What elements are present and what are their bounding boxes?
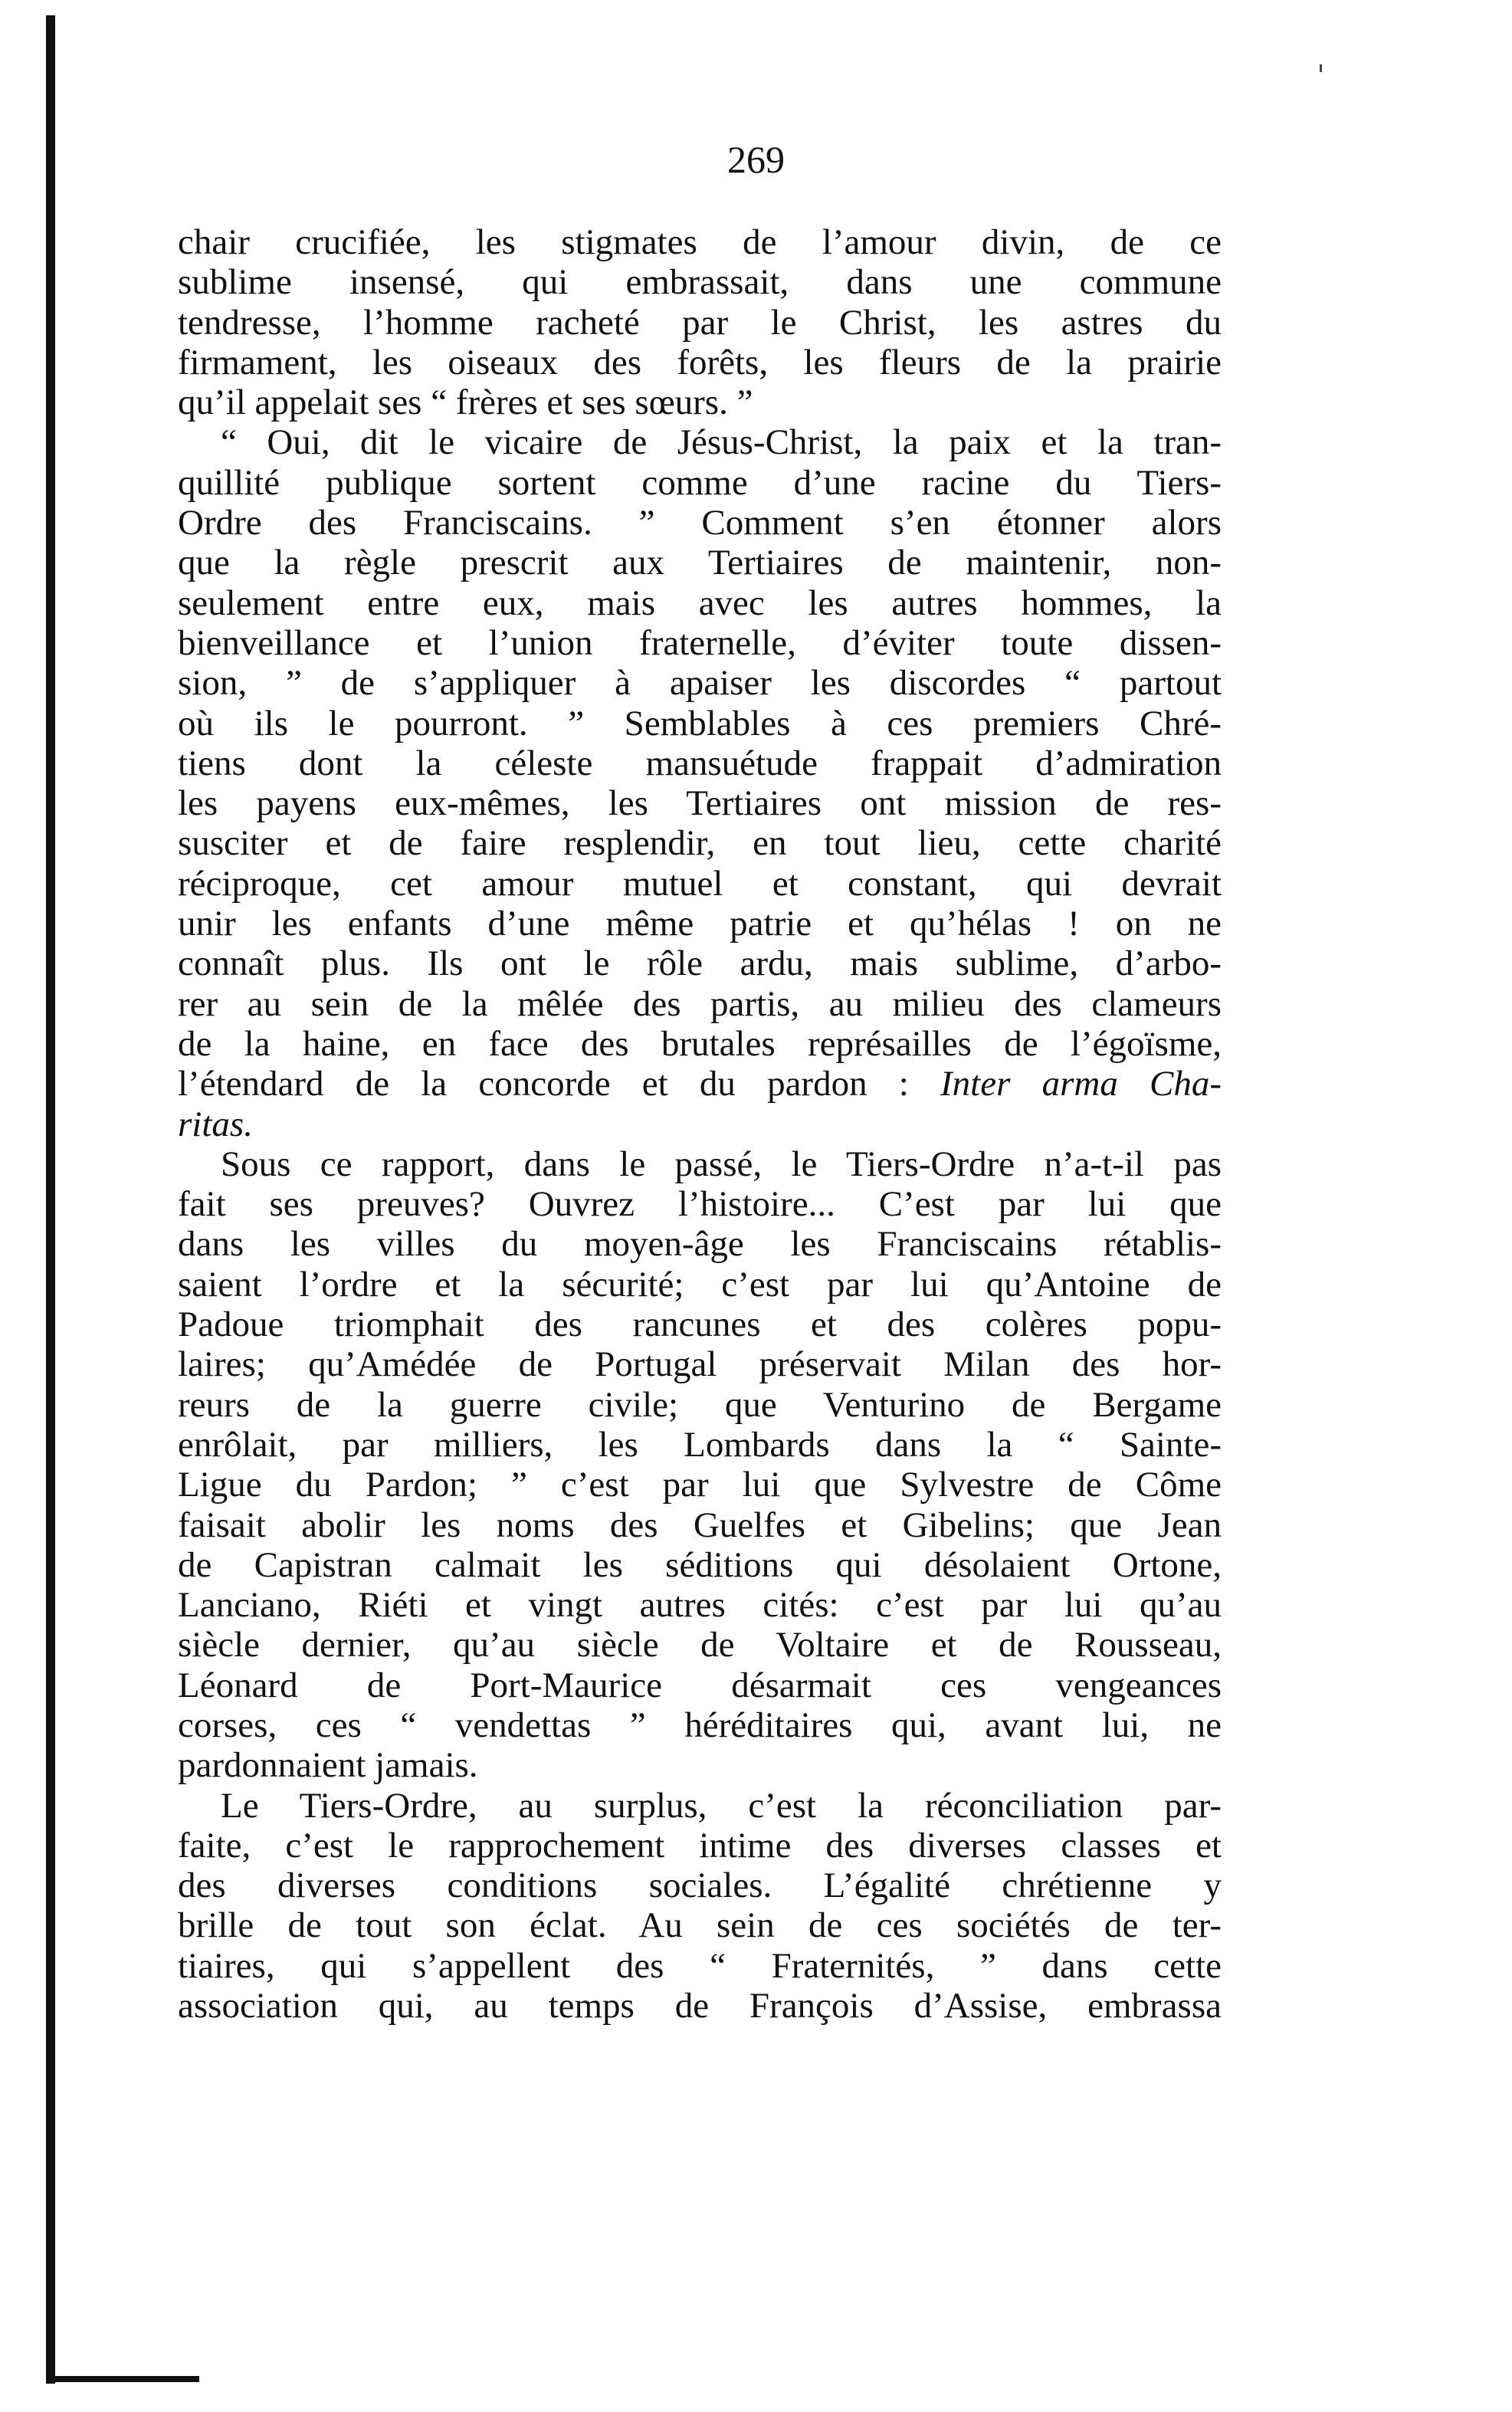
text-line-content: sublime insensé, qui embrassait, dans une commune [178,262,1222,303]
text-line-content: tiens dont la céleste mansuétude frappait d’admiration [178,743,1222,783]
page-bottom-edge [46,2376,199,2382]
text-line [178,382,1222,422]
text-line [178,943,1222,983]
text-line [178,1786,1222,1826]
text-line [178,823,1222,863]
text-line-content: fait ses preuves? Ouvrez l’histoire... C’est par lui que [178,1184,1222,1225]
text-line-content: de Capistran calmait les séditions qui désolaient Ortone, [178,1544,1222,1585]
text-line-content: corses, ces “ vendettas ” héréditaires qui, avant lui, ne [178,1705,1222,1745]
scan-speck [1320,64,1322,72]
text-line [178,1064,1222,1104]
text-line [178,1826,1222,1866]
text-line-content: laires; qu’Amédée de Portugal préservait Milan des hor- [178,1344,1222,1385]
text-line [178,1425,1222,1465]
text-line [178,422,1222,462]
text-line [178,1385,1222,1425]
text-line [178,1905,1222,1945]
text-line-content: enrôlait, par milliers, les Lombards dans la “ Sainte- [178,1424,1222,1465]
text-line-content: l’étendard de la concorde et du pardon : [178,1064,909,1104]
text-line [178,1104,1222,1144]
text-line [178,984,1222,1024]
text-line-content: faisait abolir les noms des Guelfes et Gibelins; que Jean [178,1505,1222,1545]
italic-latin-phrase: ritas. [178,1104,253,1144]
text-line-content: connaît plus. Ils ont le rôle ardu, mais sublime, d’arbo- [178,943,1222,984]
page-binding-edge [46,15,55,2384]
text-line [178,864,1222,904]
text-line-content: Sous ce rapport, dans le passé, le Tiers-Ordre n’a-t-il pas [221,1144,1222,1184]
text-line [178,1705,1222,1745]
text-line-content: association qui, au temps de François d’Assise, embrassa [178,1986,1222,2026]
text-line [178,1144,1222,1184]
text-line [178,343,1222,382]
text-line-content: Ordre des Franciscains. ” Comment s’en étonner alors [178,503,1222,543]
text-line-content: seulement entre eux, mais avec les autres hommes, la [178,582,1222,623]
text-line [178,1745,1222,1785]
text-line [178,623,1222,663]
text-line-content: dans les villes du moyen-âge les Franciscains rétablis- [178,1224,1222,1265]
body-text [178,222,1222,2026]
text-line [178,1946,1222,1986]
text-line [178,904,1222,943]
text-line-content: chair crucifiée, les stigmates de l’amour divin, de ce [178,222,1222,262]
text-line-content: quillité publique sortent comme d’une racine du Tiers- [178,462,1222,503]
text-line-content: Lanciano, Riéti et vingt autres cités: c’est par lui qu’au [178,1585,1222,1626]
text-line-content: unir les enfants d’une même patrie et qu’hélas ! on ne [178,904,1222,944]
text-line [178,783,1222,823]
text-line-content: siècle dernier, qu’au siècle de Voltaire et de Rousseau, [178,1625,1222,1665]
text-line-content: Le Tiers-Ordre, au surplus, c’est la réconciliation par- [221,1785,1222,1826]
text-line [178,1344,1222,1384]
italic-latin-phrase: Inter arma Cha- [940,1064,1222,1104]
text-line-content: rer au sein de la mêlée des partis, au milieu des clameurs [178,983,1222,1024]
text-line-content: où ils le pourront. ” Semblables à ces premiers Chré- [178,703,1222,743]
text-line [178,1184,1222,1224]
text-line-content: les payens eux-mêmes, les Tertiaires ont mission de res- [178,783,1222,824]
text-line-content: firmament, les oiseaux des forêts, les fleurs de la prairie [178,342,1222,382]
text-line-content: réciproque, cet amour mutuel et constant, qui devrait [178,863,1222,904]
text-line-content: que la règle prescrit aux Tertiaires de maintenir, non- [178,543,1222,583]
text-line [178,262,1222,302]
text-line [178,1585,1222,1625]
text-line [178,1465,1222,1505]
text-line-content: Padoue triomphait des rancunes et des colères popu- [178,1304,1222,1345]
text-line-content: Léonard de Port-Maurice désarmait ces vengeances [178,1665,1222,1705]
page-number: 269 [727,138,785,181]
text-line [178,543,1222,582]
text-line-content: qu’il appelait ses “ frères et ses sœurs. ” [178,382,753,423]
text-line-content: “ Oui, dit le vicaire de Jésus-Christ, la paix et la tran- [221,422,1222,463]
text-line [178,303,1222,343]
text-line [178,1986,1222,2026]
text-line [178,663,1222,703]
text-line-content: susciter et de faire resplendir, en tout lieu, cette charité [178,823,1222,864]
text-line [178,1545,1222,1585]
text-line-content: brille de tout son éclat. Au sein de ces sociétés de ter- [178,1905,1222,1946]
text-line [178,1625,1222,1665]
text-line-content: saient l’ordre et la sécurité; c’est par lui qu’Antoine de [178,1264,1222,1304]
text-line [178,1265,1222,1304]
text-line [178,1665,1222,1705]
text-line [178,1224,1222,1264]
text-line-content: tiaires, qui s’appellent des “ Fraternités, ” dans cette [178,1945,1222,1986]
text-line-content: tendresse, l’homme racheté par le Christ, les astres du [178,302,1222,343]
text-line-content: reurs de la guerre civile; que Venturino de Bergame [178,1384,1222,1425]
text-line [178,583,1222,623]
text-line-content: sion, ” de s’appliquer à apaiser les discordes “ partout [178,663,1222,704]
text-line [178,1304,1222,1344]
text-line [178,704,1222,743]
text-line [178,503,1222,543]
text-line [178,1866,1222,1905]
text-line-content: pardonnaient jamais. [178,1745,478,1786]
text-line [178,1505,1222,1545]
text-line [178,463,1222,503]
text-line-content: des diverses conditions sociales. L’égalité chrétienne y [178,1866,1222,1906]
text-line-content: faite, c’est le rapprochement intime des diverses classes et [178,1825,1222,1866]
text-line-content: bienveillance et l’union fraternelle, d’éviter toute dissen- [178,622,1222,663]
text-line [178,743,1222,783]
text-line-content: Ligue du Pardon; ” c’est par lui que Sylvestre de Côme [178,1465,1222,1505]
text-line [178,1024,1222,1064]
text-line [178,222,1222,262]
text-line-content: de la haine, en face des brutales représailles de l’égoïsme, [178,1023,1222,1064]
